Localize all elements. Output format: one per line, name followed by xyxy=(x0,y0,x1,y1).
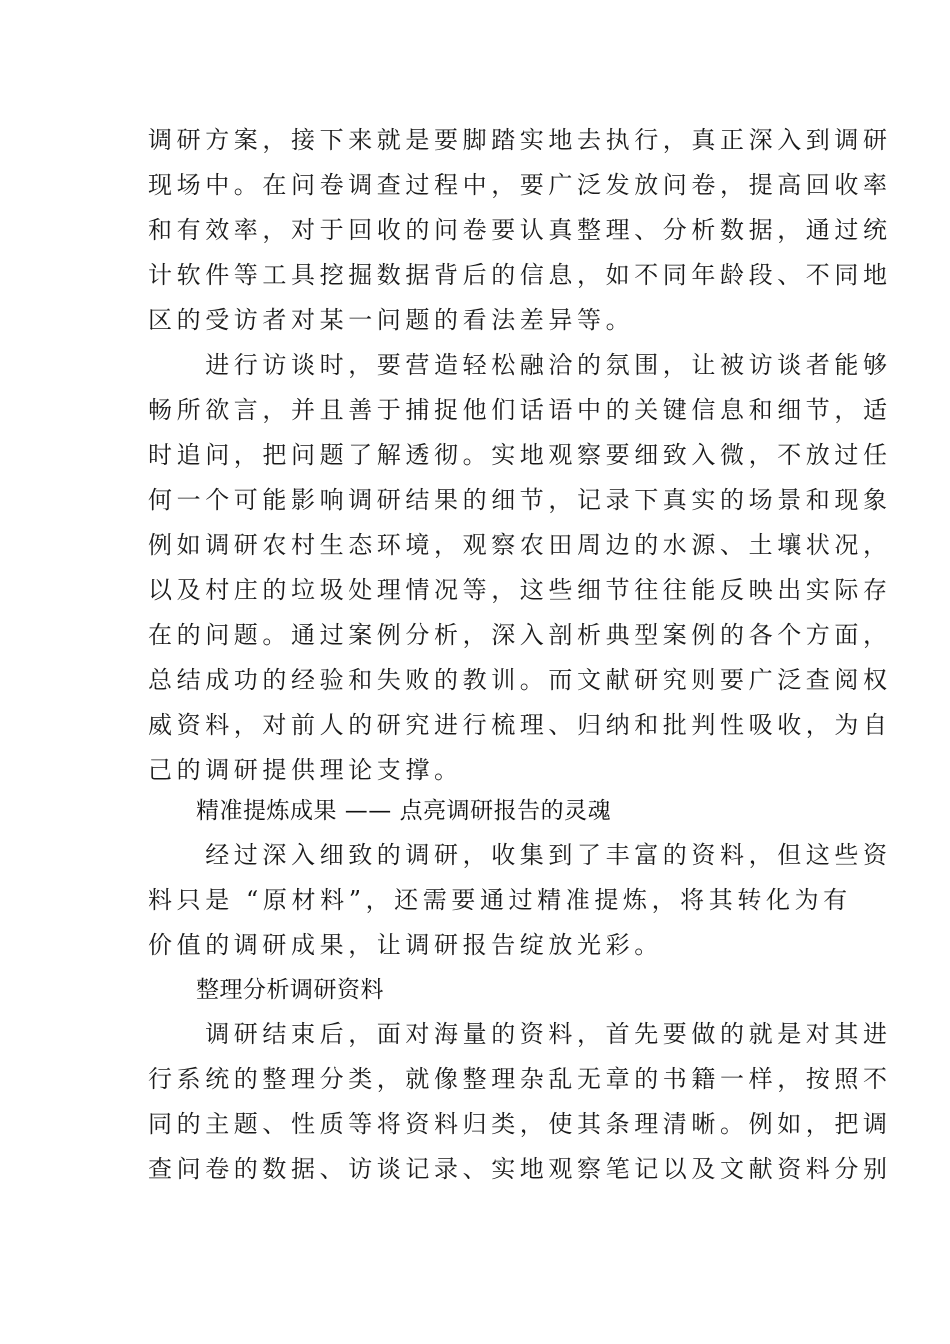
paragraph-line: 进行访谈时，要营造轻松融洽的氛围，让被访谈者能够 xyxy=(148,351,892,379)
paragraph-line: 现场中。在问卷调查过程中，要广泛发放问卷，提高回收率 xyxy=(148,171,892,199)
paragraph-line: 料只是 “原材料”，还需要通过精准提炼，将其转化为有 xyxy=(148,886,852,914)
paragraph-3 xyxy=(148,833,892,968)
paragraph-line: 和有效率，对于回收的问卷要认真整理、分析数据，通过统 xyxy=(148,216,892,244)
paragraph-line: 总结成功的经验和失败的教训。而文献研究则要广泛查阅权 xyxy=(148,666,892,694)
paragraph-line: 时追问，把问题了解透彻。实地观察要细致入微，不放过任 xyxy=(148,441,892,469)
paragraph-line: 畅所欲言，并且善于捕捉他们话语中的关键信息和细节，适 xyxy=(148,396,892,424)
paragraph-line: 以及村庄的垃圾处理情况等，这些细节往往能反映出实际存 xyxy=(148,576,892,604)
paragraph-line: 区的受访者对某一问题的看法差异等。 xyxy=(148,306,635,334)
paragraph-line: 价值的调研成果，让调研报告绽放光彩。 xyxy=(148,931,663,959)
paragraph-line: 何一个可能影响调研结果的细节，记录下真实的场景和现象 xyxy=(148,486,892,514)
paragraph-line: 经过深入细致的调研，收集到了丰富的资料，但这些资 xyxy=(148,841,892,869)
paragraph-line: 同的主题、性质等将资料归类，使其条理清晰。例如，把调 xyxy=(148,1110,892,1138)
section-heading: 精准提炼成果 —— 点亮调研报告的灵魂 xyxy=(196,798,612,824)
paragraph-line: 计软件等工具挖掘数据背后的信息，如不同年龄段、不同地 xyxy=(148,261,892,289)
paragraph-4 xyxy=(148,1012,892,1192)
paragraph-line: 查问卷的数据、访谈记录、实地观察笔记以及文献资料分别 xyxy=(148,1155,892,1183)
paragraph-line: 己的调研提供理论支撑。 xyxy=(148,756,463,784)
paragraph-line: 例如调研农村生态环境，观察农田周边的水源、土壤状况， xyxy=(148,531,892,559)
paragraph-line: 行系统的整理分类，就像整理杂乱无章的书籍一样，按照不 xyxy=(148,1065,892,1093)
paragraph-line: 调研方案，接下来就是要脚踏实地去执行，真正深入到调研 xyxy=(148,126,892,154)
paragraph-line: 威资料，对前人的研究进行梳理、归纳和批判性吸收，为自 xyxy=(148,711,892,739)
paragraph-line: 在的问题。通过案例分析，深入剖析典型案例的各个方面， xyxy=(148,621,892,649)
paragraph-2 xyxy=(148,343,892,793)
paragraph-1 xyxy=(148,118,892,343)
subsection-heading: 整理分析调研资料 xyxy=(196,977,384,1003)
paragraph-line: 调研结束后，面对海量的资料，首先要做的就是对其进 xyxy=(148,1020,892,1048)
